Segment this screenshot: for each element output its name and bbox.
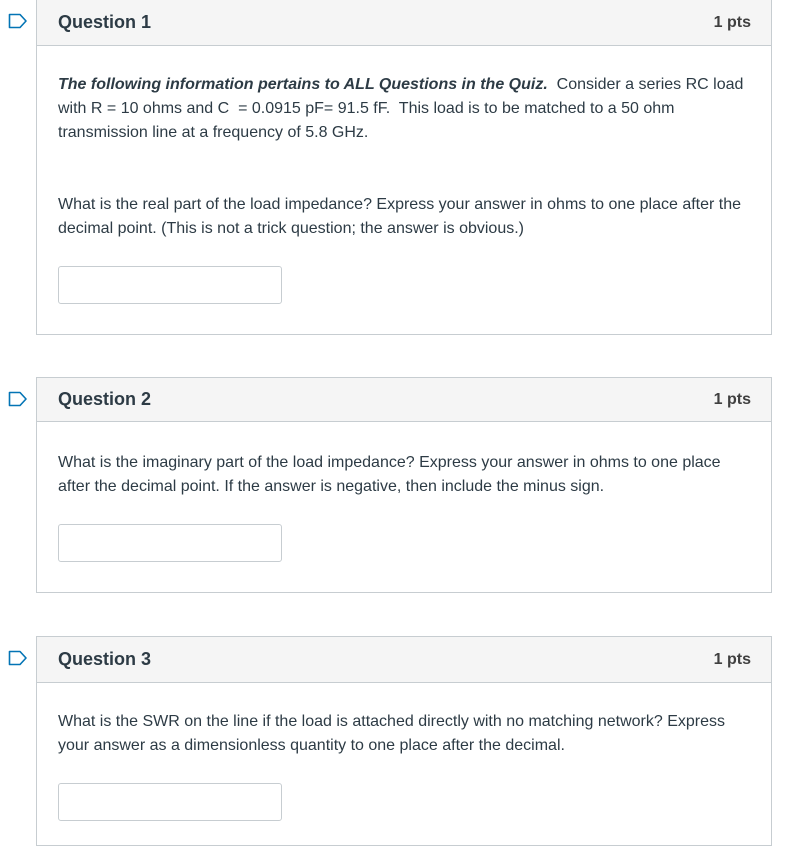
question-3-card	[36, 636, 772, 846]
question-2-card	[36, 377, 772, 593]
flag-question-3-icon[interactable]	[8, 650, 28, 666]
question-1-header	[37, 0, 771, 46]
question-1-card	[36, 0, 772, 335]
question-intro-lead: The following information pertains to ALL Questions in the Quiz.	[58, 76, 548, 93]
question-1-body	[37, 73, 771, 304]
question-intro-text: Consider a series RC load with R = 10 ohms and C = 0.0915 pF= 91.5 fF. This load is to be matched to a 50 ohm transmission line at a frequency of 5.8 GHz.	[58, 76, 748, 141]
question-points: 1 pts	[713, 650, 751, 668]
flag-question-1-icon[interactable]	[8, 13, 28, 29]
answer-input-question-1[interactable]	[58, 266, 282, 304]
answer-input-question-3[interactable]	[58, 783, 282, 821]
question-prompt: What is the real part of the load impedance? Express your answer in ohms to one place after the decimal point. (This is not a trick question; the answer is obvious.)	[58, 196, 742, 237]
question-points: 1 pts	[713, 390, 751, 408]
question-prompt: What is the imaginary part of the load impedance? Express your answer in ohms to one place after the decimal point. If the answer is negative, then include the minus sign.	[58, 454, 721, 495]
question-2-body	[37, 451, 771, 562]
question-intro	[58, 73, 751, 145]
question-title: Question 2	[58, 389, 152, 409]
question-prompt: What is the SWR on the line if the load is attached directly with no matching network? Express your answer as a dimensionless quantity to one place after the decimal.	[58, 713, 725, 754]
question-title: Question 3	[58, 649, 152, 669]
question-3-header	[37, 637, 771, 683]
answer-input-question-2[interactable]	[58, 524, 282, 562]
flag-question-2-icon[interactable]	[8, 391, 28, 407]
question-points: 1 pts	[713, 13, 751, 31]
question-3-body	[37, 710, 771, 821]
question-2-header	[37, 378, 771, 422]
question-title: Question 1	[58, 12, 152, 32]
